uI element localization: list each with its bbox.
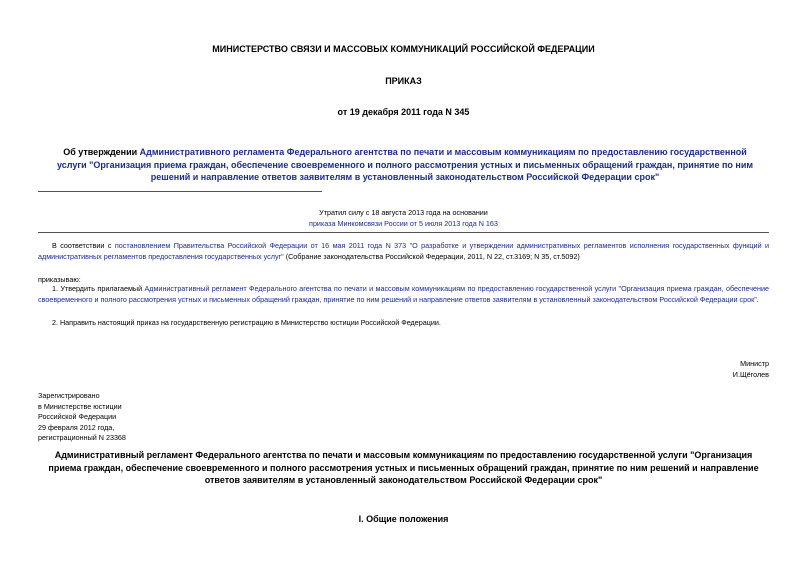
repeal-order-link[interactable]: приказа Минкомсвязи России от 5 июля 2013 года N 163	[309, 218, 498, 228]
orders-word: приказываю:	[38, 275, 81, 284]
government-decree-link[interactable]: постановлением Правительства Российской Федерации от 16 мая 2011 года N 373 "О разработке и утверждении административных регламентов исполнения государственных функций и административных регламентов предоставления государственных услуг"	[38, 241, 770, 261]
divider-long	[38, 232, 769, 233]
approved-regulation-link[interactable]: Административный регламент Федерального агентства по печати и массовым коммуникациям по предоставлению государственной услуги "Организация приема граждан, обеспечение своевременного и полного рассмотрения устных и письменных обращений граждан, принятие по ним решений и направление ответов заявителям в установленный законодательством Российской Федерации срок"	[38, 284, 769, 304]
preamble-suffix: (Собрание законодательства Российской Федерации, 2011, N 22, ст.3169; N 35, ст.5092)	[283, 251, 580, 261]
signature-name: И.Щёголев	[732, 369, 769, 379]
registration-block	[38, 391, 126, 444]
ministry-heading: МИНИСТЕРСТВО СВЯЗИ И МАССОВЫХ КОММУНИКАЦИЙ РОССИЙСКОЙ ФЕДЕРАЦИИ	[212, 44, 595, 54]
preamble-prefix: В соответствии с	[52, 241, 115, 250]
document-date: от 19 декабря 2011 года N 345	[337, 107, 470, 117]
order-item-2: 2. Направить настоящий приказ на государственную регистрацию в Министерство юстиции Российской Федерации.	[52, 318, 441, 327]
preamble-paragraph	[38, 241, 769, 262]
repeal-notice-text: Утратил силу с 18 августа 2013 года на основании	[319, 208, 488, 217]
section-title: I. Общие положения	[358, 514, 449, 524]
signature-block	[733, 359, 769, 380]
order-title	[55, 146, 755, 184]
signature-position: Министр	[740, 359, 769, 368]
registration-line: регистрационный N 23368	[38, 433, 126, 442]
repeal-notice	[0, 208, 807, 229]
document-type: ПРИКАЗ	[385, 76, 422, 86]
registration-line: Зарегистрировано	[38, 391, 100, 400]
registration-line: в Министерстве юстиции	[38, 401, 122, 411]
regulation-link[interactable]: Административного регламента Федерального агентства по печати и массовым коммуникациям по предоставлению государственной услуги "Организация приема граждан, обеспечение своевременного и полного рассмотрения устных и письменных обращений граждан, принятие по ним решений и направление ответов заявителям в установленный законодательством Российской Федерации срок"	[56, 147, 754, 182]
order-item-1	[38, 284, 769, 305]
divider-short	[38, 191, 322, 192]
item1-prefix: 1. Утвердить прилагаемый	[52, 284, 145, 293]
item1-suffix: .	[756, 294, 759, 304]
order-title-prefix: Об утверждении	[63, 147, 140, 157]
registration-line: 29 февраля 2012 года,	[38, 422, 115, 432]
regulation-title: Административный регламент Федерального агентства по печати и массовым коммуникациям по предоставлению государственной услуги "Организация приема граждан, обеспечение своевременного и полного рассмотрения устных и письменных обращений граждан, принятие по ним решений и направление ответов заявителям в установленный законодательством Российской Федерации срок"	[48, 450, 759, 485]
registration-line: Российской Федерации	[38, 412, 117, 421]
